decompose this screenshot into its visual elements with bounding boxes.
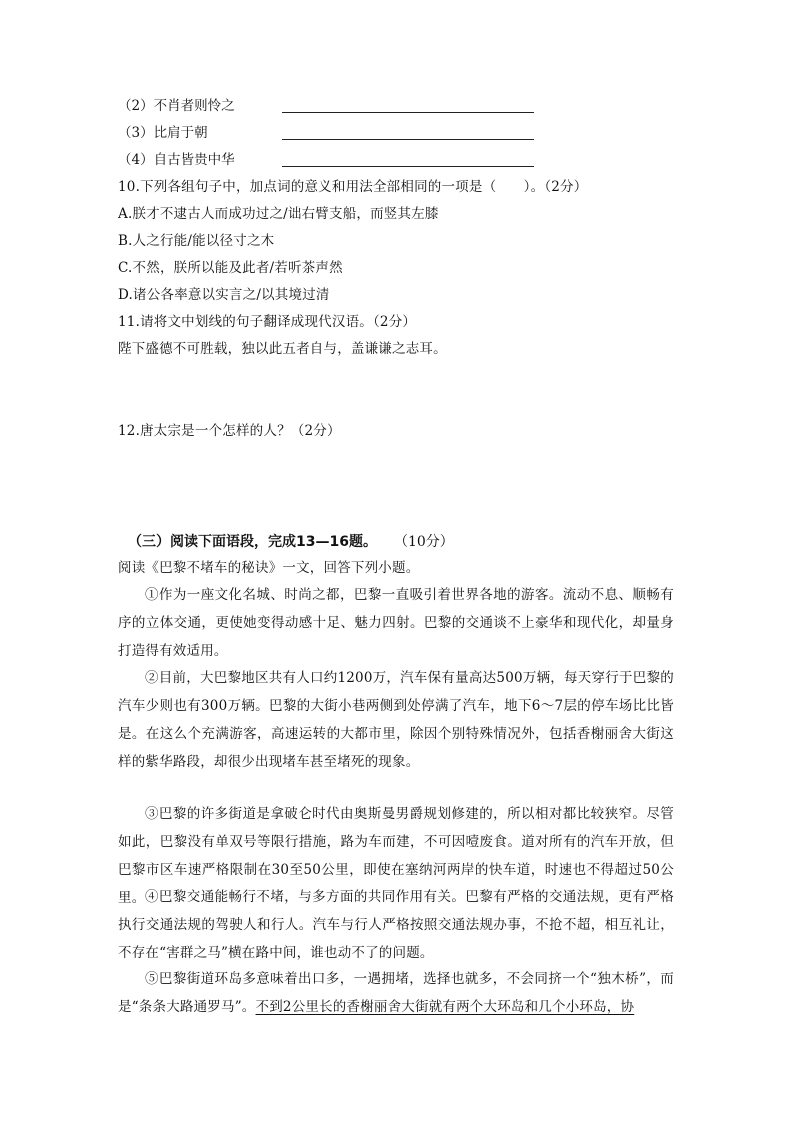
paragraph-2: ②目前，大巴黎地区共有人口约1200万，汽车保有量高达500万辆，每天穿行于巴黎的汽车少则也有300万辆。巴黎的大街小巷两侧到处停满了汽车，地下6～7层的停车场比比皆是。在这么个充满游客，高速运转的大都市里，除因个别特殊情况外，包括香榭丽舍大街这样的紫华路段，却很少出现堵车甚至堵死的现象。 <box>118 670 674 770</box>
item-row-3 <box>118 123 538 143</box>
item-text: （4）自古皆贵中华 <box>118 152 235 168</box>
item-row-4 <box>118 150 538 170</box>
item-text: （3）比肩于朝 <box>118 125 208 141</box>
item-row-2 <box>118 96 538 116</box>
section-3-heading <box>128 532 454 552</box>
section-3-score: （10分） <box>400 534 454 550</box>
option-c: C.不然，朕所以能及此者/若听茶声然 <box>118 260 343 276</box>
underlined-sentence: 不到2公里长的香榭丽舍大街就有两个大环岛和几个小环岛，协 <box>255 999 635 1015</box>
answer-blank[interactable] <box>282 139 534 140</box>
option-a: A.朕才不逮古人而成功过之/诎右臂支船，而竖其左膝 <box>118 206 439 222</box>
answer-blank[interactable] <box>282 166 534 167</box>
paragraph-4: ④巴黎交通能畅行不堵，与多方面的共同作用有关。巴黎有严格的交通法规，更有严格执行交通法规的驾驶人和行人。汽车与行人严格按照交通法规办事，不抢不超，相互礼让，不存在“害群之马”横在路中间，谁也动不了的问题。 <box>118 889 674 961</box>
option-b: B.人之行能/能以径寸之木 <box>118 233 275 249</box>
option-d: D.诸公各率意以实言之/以其境过清 <box>118 287 330 303</box>
item-text: （2）不肖者则怜之 <box>118 98 235 114</box>
answer-blank[interactable] <box>282 112 534 113</box>
section-3-intro: 阅读《巴黎不堵车的秘诀》一文，回答下列小题。 <box>118 560 420 576</box>
question-11-stem: 11.请将文中划线的句子翻译成现代汉语。（2分） <box>118 314 417 330</box>
paragraph-5-text: ⑤巴黎街道环岛多意味着出口多，一遇拥堵，选择也就多，不会同挤一个“独木桥”，而是“条条大路通罗马”。 <box>118 971 674 1015</box>
paragraph-3: ③巴黎的许多街道是拿破仑时代由奥斯曼男爵规划修建的，所以相对都比较狭窄。尽管如此，巴黎没有单双号等限行措施，路为车而建，不可因噎废食。道对所有的汽车开放，但巴黎市区车速严格限制在30至50公里，即使在塞纳河两岸的快车道，时速也不得超过50公里。 <box>118 806 674 906</box>
question-11-sentence: 陛下盛德不可胜载，独以此五者自与，盖谦谦之志耳。 <box>118 341 447 357</box>
paragraph-1: ①作为一座文化名城、时尚之都，巴黎一直吸引着世界各地的游客。流动不息、顺畅有序的立体交通，更使她变得动感十足、魅力四射。巴黎的交通谈不上豪华和现代化，却量身打造得有效适用。 <box>118 587 674 659</box>
paragraph-5 <box>118 965 674 1021</box>
question-10-stem: 10.下列各组句子中，加点词的意义和用法全部相同的一项是（ ）。（2分） <box>118 179 588 195</box>
question-12-stem: 12.唐太宗是一个怎样的人？（2分） <box>118 423 341 439</box>
section-3-title: （三）阅读下面语段，完成13—16题。 <box>128 534 377 550</box>
